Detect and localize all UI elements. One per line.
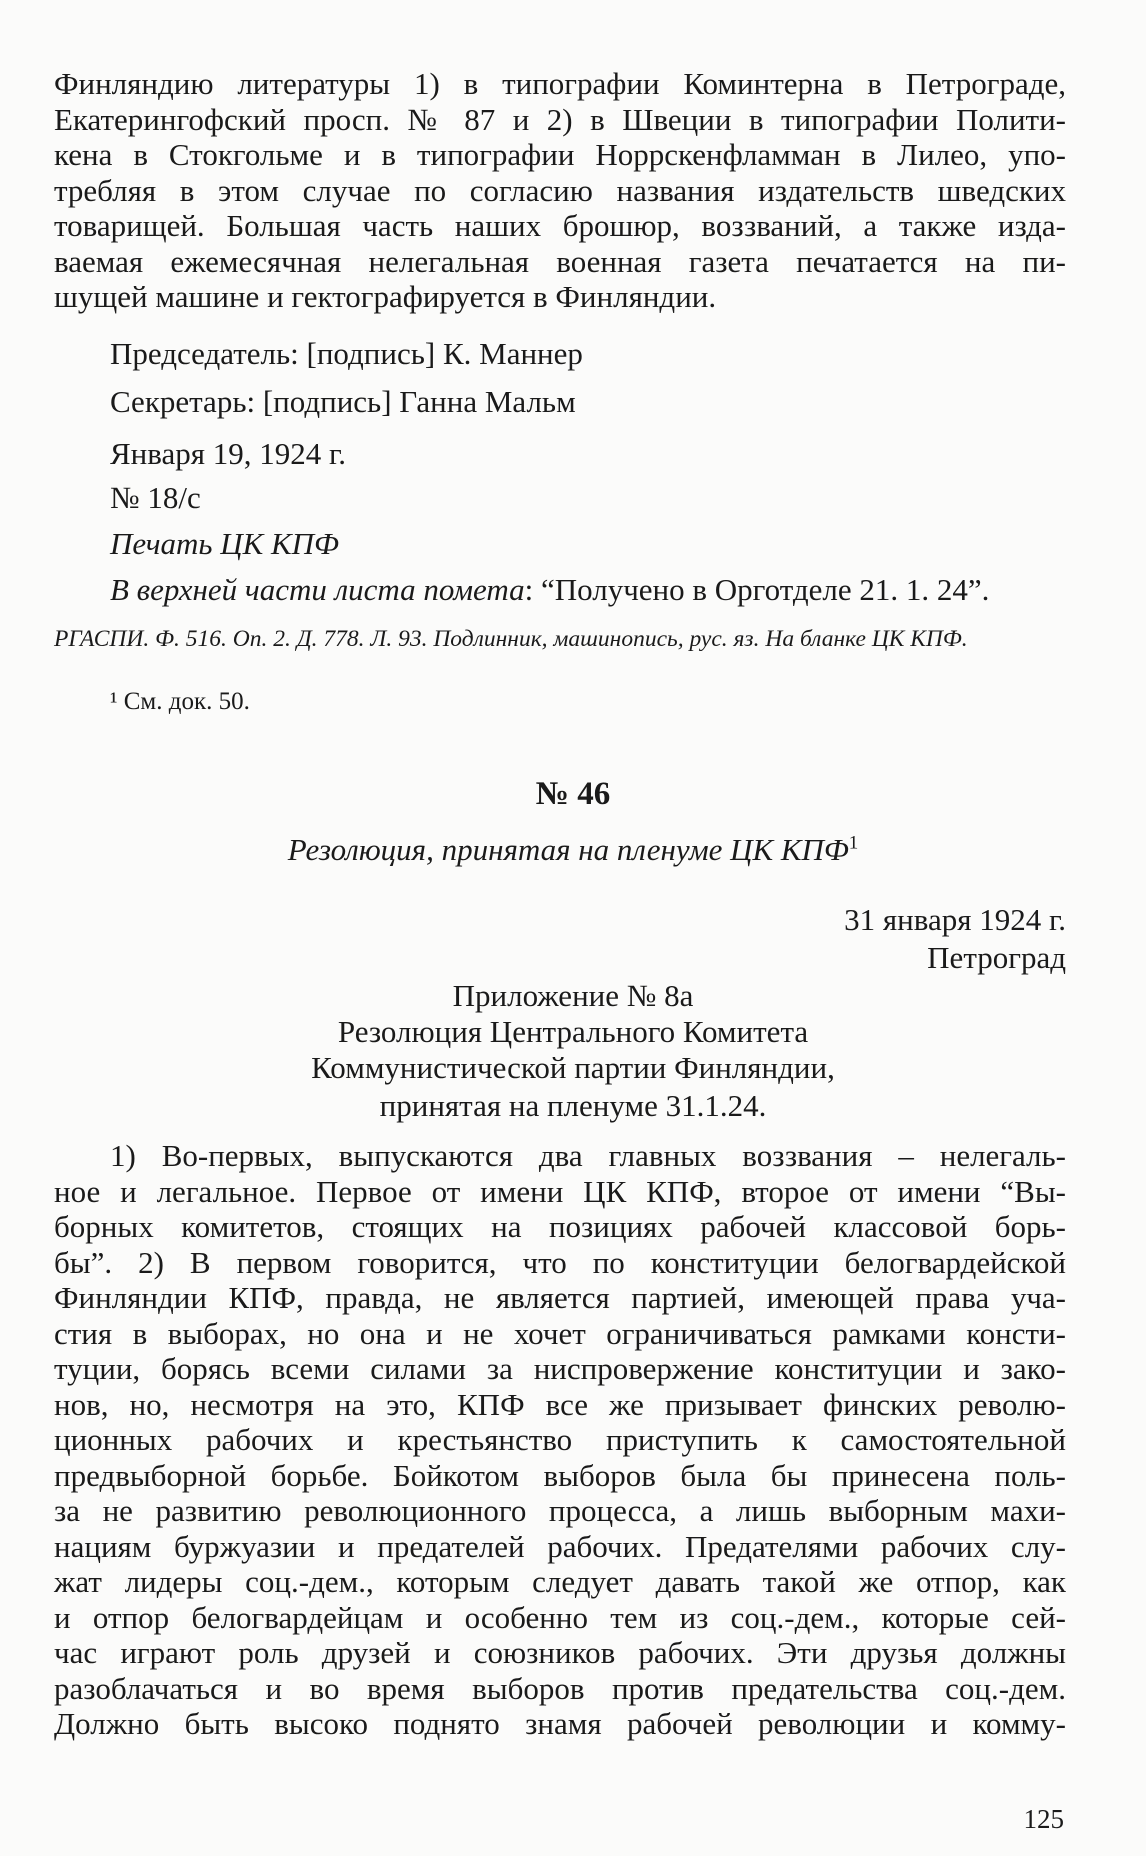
signature-date: Января 19, 1924 г. xyxy=(110,436,346,471)
body-line: жат лидеры соц.-дем., которым следует давать такой же отпор, как xyxy=(54,1564,1066,1599)
body-line: бы”. 2) В первом говорится, что по конституции белогвардейской xyxy=(54,1244,1066,1280)
body-line: ционных рабочих и крестьянство приступить к самостоятельной xyxy=(54,1422,1066,1457)
page-number: 125 xyxy=(1023,1804,1064,1834)
body-line: предвыборной борьбе. Бойкотом выборов была бы принесена поль- xyxy=(54,1457,1066,1493)
intro-line: Екатерингофский просп. № 87 и 2) в Швеции в типографии Полити- xyxy=(54,101,1066,137)
body-line: нациям буржуазии и предателей рабочих. Предателями рабочих слу- xyxy=(54,1528,1066,1564)
archive-reference: РГАСПИ. Ф. 516. Оп. 2. Д. 778. Л. 93. Подлинник, машинопись, рус. яз. На бланке ЦК КПФ. xyxy=(54,626,968,652)
body-line: борных комитетов, стоящих на позициях рабочей классовой борь- xyxy=(54,1209,1066,1244)
seal-note: Печать ЦК КПФ xyxy=(110,526,339,561)
intro-line: кена в Стокгольме и в типографии Норрскенфламман в Лилео, упо- xyxy=(54,137,1066,172)
body-line: Должно быть высоко поднято знамя рабочей революции и комму- xyxy=(54,1706,1066,1741)
intro-line: ваемая ежемесячная нелегальная военная газета печатается на пи- xyxy=(54,243,1066,279)
body-line: и отпор белогвардейцам и особенно тем из соц.-дем., которые сей- xyxy=(54,1599,1066,1635)
intro-line: шущей машине и гектографируется в Финляндии. xyxy=(54,279,717,314)
receipt-mark xyxy=(110,570,989,610)
document-date: 31 января 1924 г. xyxy=(844,902,1066,937)
body-paragraph xyxy=(54,1138,1066,1742)
receipt-mark-text: : “Получено в Орготделе 21. 1. 24”. xyxy=(524,572,990,607)
body-line: 1) Во-первых, выпускаются два главных воззвания – нелегаль- xyxy=(110,1138,1066,1173)
document-title-text: Резолюция, принятая на пленуме ЦК КПФ xyxy=(287,832,849,867)
heading-line: принятая на пленуме 31.1.24. xyxy=(379,1088,767,1123)
receipt-mark-label: В верхней части листа помета xyxy=(110,572,525,607)
footnote: ¹ См. док. 50. xyxy=(110,688,250,715)
body-line: Финляндии КПФ, правда, не является партией, имеющей права уча- xyxy=(54,1280,1066,1315)
document-place: Петроград xyxy=(927,940,1066,975)
body-line: час играют роль друзей и союзников рабочих. Эти друзья должны xyxy=(54,1635,1066,1670)
intro-line: товарищей. Большая часть наших брошюр, воззваний, а также изда- xyxy=(54,208,1066,243)
outgoing-number: № 18/с xyxy=(110,480,201,515)
footnote-marker: 1 xyxy=(848,832,859,854)
body-line: ное и легальное. Первое от имени ЦК КПФ, второе от имени “Вы- xyxy=(54,1173,1066,1209)
heading-line: Резолюция Центрального Комитета xyxy=(337,1014,809,1049)
body-line: стия в выборах, но она и не хочет ограничиваться рамками консти- xyxy=(54,1315,1066,1351)
document-title xyxy=(0,832,1146,868)
heading-line: Коммунистической партии Финляндии, xyxy=(311,1050,835,1085)
appendix-label: Приложение № 8а xyxy=(452,978,694,1013)
intro-paragraph xyxy=(54,66,1066,315)
intro-line: Финляндию литературы 1) в типографии Коминтерна в Петрограде, xyxy=(54,66,1066,101)
document-number: № 46 xyxy=(535,776,611,812)
secretary-signature: Секретарь: [подпись] Ганна Мальм xyxy=(110,384,576,419)
body-line: разоблачаться и во время выборов против предательства соц.-дем. xyxy=(54,1670,1066,1706)
chairman-signature: Председатель: [подпись] К. Маннер xyxy=(110,336,583,371)
body-line: нов, но, несмотря на это, КПФ все же призывает финских револю- xyxy=(54,1386,1066,1422)
body-line: туции, борясь всеми силами за ниспровержение конституции и зако- xyxy=(54,1351,1066,1386)
body-line: за не развитию революционного процесса, а лишь выборным махи- xyxy=(54,1493,1066,1528)
intro-line: требляя в этом случае по согласию названия издательств шведских xyxy=(54,172,1066,208)
